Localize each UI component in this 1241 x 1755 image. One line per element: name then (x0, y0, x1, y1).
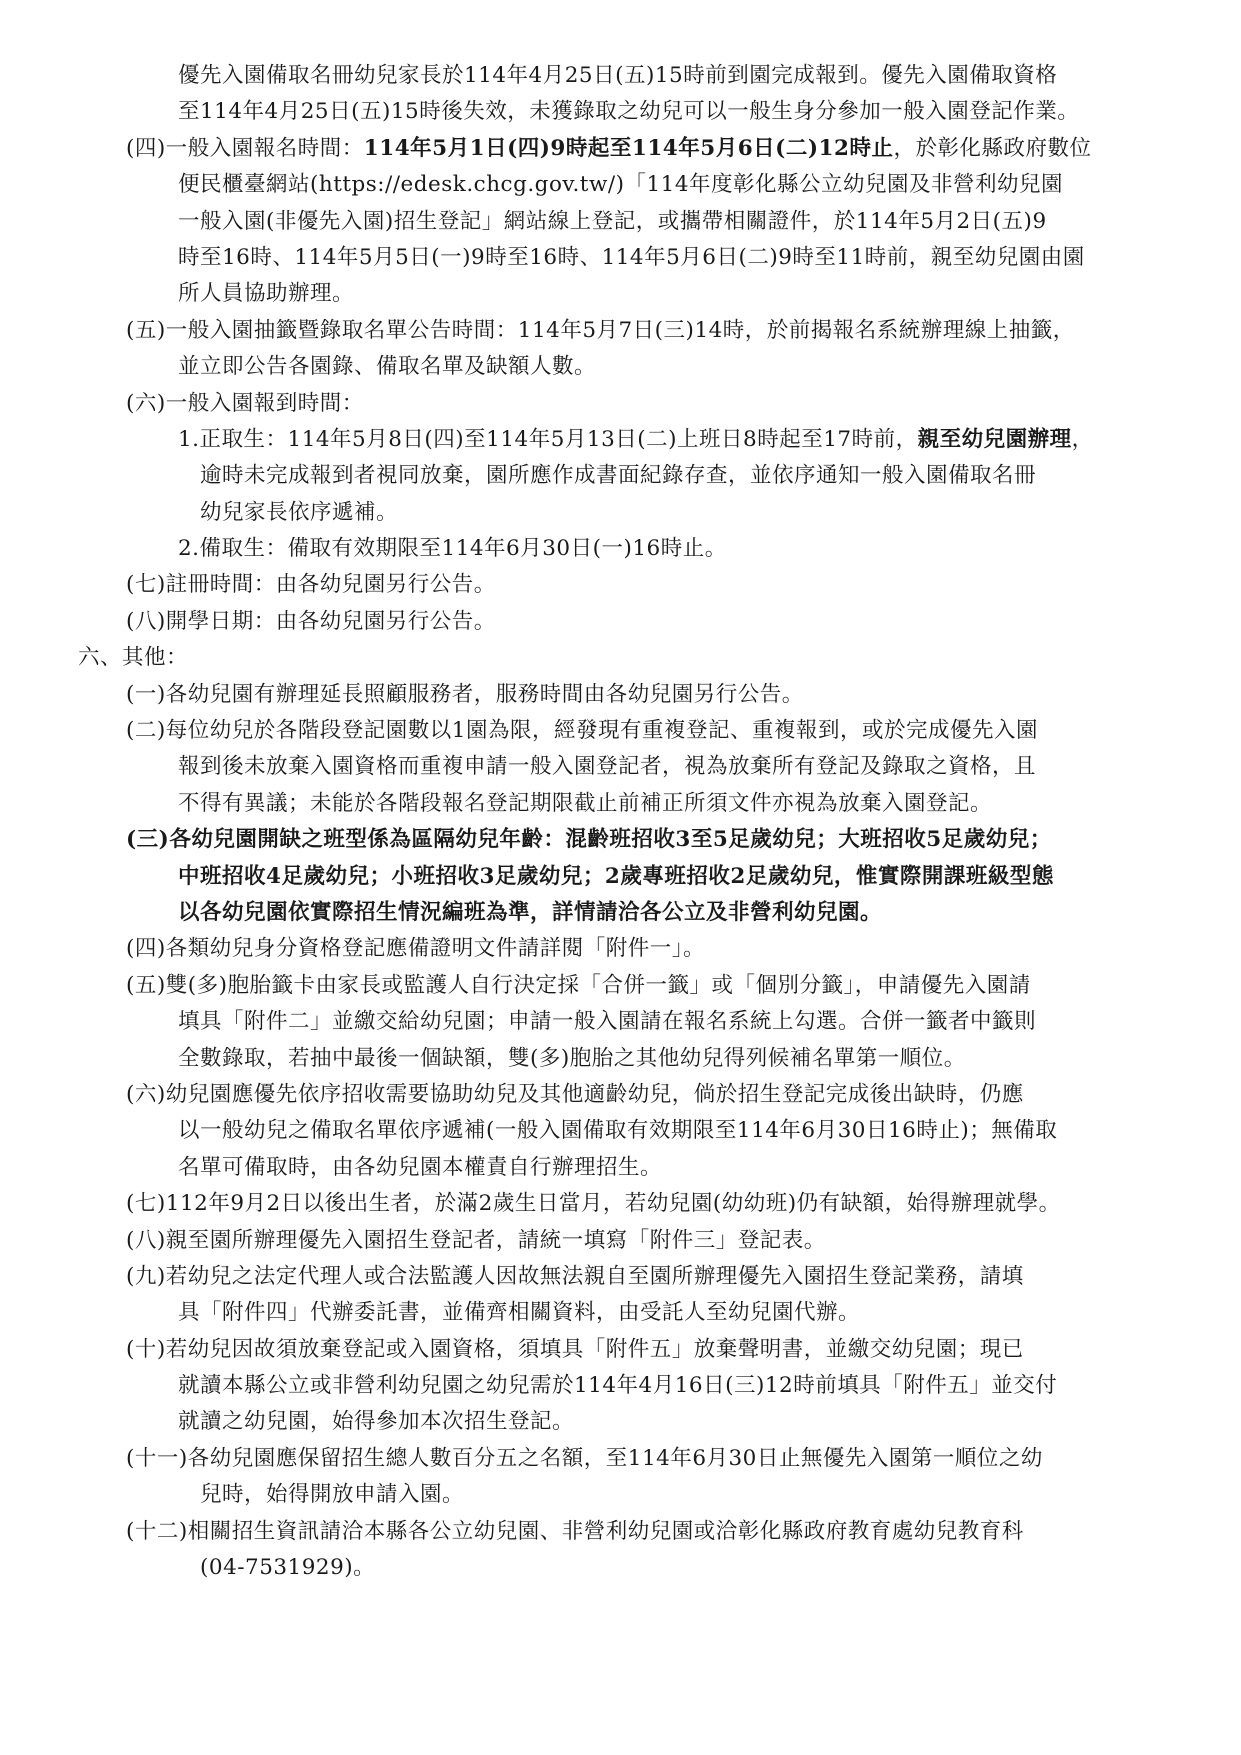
text-line (0, 640, 1241, 676)
text-line (0, 1041, 1241, 1077)
text-line (0, 1550, 1241, 1586)
text-span: 就讀本縣公立或非營利幼兒園之幼兒需於114年4月16日(三)12時前填具「附件五」並交付 (178, 1373, 1058, 1399)
bold-text: (三) (126, 827, 170, 853)
text-span: (二)每位幼兒於各階段登記園數以1園為限，經發現有重複登記、重複報到，或於完成優先入園 (126, 718, 1038, 744)
text-line (0, 313, 1241, 349)
bold-text: 親至幼兒園辦理 (917, 426, 1072, 452)
text-span: (十二)相關招生資訊請洽本縣各公立幼兒園、非營利幼兒園或洽彰化縣政府教育處幼兒教育科 (126, 1518, 1024, 1544)
text-line (0, 422, 1241, 458)
bold-text: 各幼兒園開缺之班型係為區隔幼兒年齡：混齡班招收3至5足歲幼兒；大班招收5足歲幼兒； (169, 827, 1052, 853)
text-line (0, 1113, 1241, 1149)
text-span: 全數錄取，若抽中最後一個缺額，雙(多)胞胎之其他幼兒得列候補名單第一順位。 (178, 1045, 966, 1071)
text-line (0, 495, 1241, 531)
bold-text: 114年5月1日(四)9時起至114年5月6日(二)12時止 (363, 135, 894, 161)
text-line (0, 458, 1241, 494)
text-line (0, 1441, 1241, 1477)
text-span: (七)112年9月2日以後出生者，於滿2歲生日當月，若幼兒園(幼幼班)仍有缺額，始得辦理就學。 (126, 1191, 1061, 1217)
text-line (0, 94, 1241, 130)
text-line (0, 531, 1241, 567)
text-line (0, 931, 1241, 967)
text-line (0, 1223, 1241, 1259)
text-line (0, 240, 1241, 276)
text-line (0, 1477, 1241, 1513)
document-page (0, 58, 1241, 1586)
text-line (0, 749, 1241, 785)
text-line (0, 58, 1241, 94)
text-span: (五)一般入園抽籤暨錄取名單公告時間：114年5月7日(三)14時，於前揭報名系統辦理線上抽籤， (126, 317, 1075, 343)
text-line (0, 167, 1241, 203)
text-line (0, 204, 1241, 240)
text-span: (十)若幼兒因故須放棄登記或入園資格，須填具「附件五」放棄聲明書，並繳交幼兒園；現已 (126, 1336, 1024, 1362)
text-line (0, 604, 1241, 640)
text-span: 以一般幼兒之備取名單依序遞補(一般入園備取有效期限至114年6月30日16時止)；無備取 (178, 1118, 1058, 1144)
text-line (0, 859, 1241, 895)
text-span: ， (1071, 426, 1094, 452)
text-line (0, 131, 1241, 167)
text-line (0, 1404, 1241, 1440)
text-span: (五)雙(多)胞胎籤卡由家長或監護人自行決定採「合併一籤」或「個別分籤」，申請優先入園請 (126, 972, 1031, 998)
text-span: 逾時未完成報到者視同放棄，園所應作成書面紀錄存查，並依序通知一般入園備取名冊 (200, 463, 1037, 489)
text-span: (八)開學日期：由各幼兒園另行公告。 (126, 608, 496, 634)
text-line (0, 1368, 1241, 1404)
text-line (0, 968, 1241, 1004)
text-span: (八)親至園所辦理優先入園招生登記者，請統一填寫「附件三」登記表。 (126, 1227, 826, 1253)
text-line (0, 1332, 1241, 1368)
text-line (0, 1259, 1241, 1295)
text-span: 報到後未放棄入園資格而重複申請一般入園登記者，視為放棄所有登記及錄取之資格，且 (178, 754, 1037, 780)
text-line (0, 895, 1241, 931)
text-line (0, 276, 1241, 312)
text-span: 2.備取生：備取有效期限至114年6月30日(一)16時止。 (178, 536, 727, 562)
text-span: 優先入園備取名冊幼兒家長於114年4月25日(五)15時前到園完成報到。優先入園備取資格 (178, 63, 1058, 88)
text-line (0, 1077, 1241, 1113)
text-line (0, 1514, 1241, 1550)
text-span: (九)若幼兒之法定代理人或合法監護人因故無法親自至園所辦理優先入園招生登記業務，請填 (126, 1263, 1024, 1289)
text-span: (六)幼兒園應優先依序招收需要協助幼兒及其他適齡幼兒，倘於招生登記完成後出缺時，仍應 (126, 1081, 1024, 1107)
text-span: (六)一般入園報到時間： (126, 390, 364, 416)
text-span: 就讀之幼兒園，始得參加本次招生登記。 (178, 1409, 575, 1435)
text-span: 所人員協助辦理。 (178, 281, 355, 307)
text-line (0, 786, 1241, 822)
text-span: (四)一般入園報名時間： (126, 135, 364, 161)
text-line (0, 349, 1241, 385)
text-span: (四)各類幼兒身分資格登記應備證明文件請詳閱「附件一」。 (126, 936, 706, 962)
text-span: 不得有異議；未能於各階段報名登記期限截止前補正所須文件亦視為放棄入園登記。 (178, 790, 993, 816)
text-span: 1.正取生：114年5月8日(四)至114年5月13日(二)上班日8時起至17時前， (178, 426, 918, 452)
text-line (0, 822, 1241, 858)
text-line (0, 1150, 1241, 1186)
text-line (0, 713, 1241, 749)
text-span: 幼兒家長依序遞補。 (200, 499, 399, 525)
text-span: (七)註冊時間：由各幼兒園另行公告。 (126, 572, 496, 598)
text-span: 填具「附件二」並繳交給幼兒園；申請一般入園請在報名系統上勾選。合併一籤者中籤則 (178, 1009, 1037, 1035)
text-span: 名單可備取時，由各幼兒園本權責自行辦理招生。 (178, 1154, 663, 1180)
text-span: 具「附件四」代辦委託書，並備齊相關資料，由受託人至幼兒園代辦。 (178, 1300, 861, 1326)
text-line (0, 567, 1241, 603)
text-span: ，於彰化縣政府數位 (893, 135, 1092, 161)
text-span: 時至16時、114年5月5日(一)9時至16時、114年5月6日(二)9時至11時前，親至幼兒園由園 (178, 244, 1085, 270)
text-span: 並立即公告各園錄、備取名單及缺額人數。 (178, 354, 597, 380)
text-line (0, 386, 1241, 422)
text-span: 六、其他： (78, 645, 189, 671)
text-span: 至114年4月25日(五)15時後失效，未獲錄取之幼兒可以一般生身分參加一般入園登記作業。 (178, 99, 1080, 125)
text-span: 一般入園(非優先入園)招生登記」網站線上登記，或攜帶相關證件，於114年5月2日(五)9 (178, 208, 1047, 234)
text-span: (十一)各幼兒園應保留招生總人數百分五之名額，至114年6月30日止無優先入園第一順位之幼 (126, 1445, 1043, 1471)
text-span: (04-7531929)。 (200, 1555, 376, 1581)
text-line (0, 1295, 1241, 1331)
bold-text: 以各幼兒園依實際招生情況編班為準，詳情請洽各公立及非營利幼兒園。 (178, 899, 883, 925)
text-span: 兒時，始得開放申請入園。 (200, 1482, 465, 1508)
text-line (0, 677, 1241, 713)
text-span: 便民櫃臺網站(https://edesk.chcg.gov.tw/)「114年度彰化縣公立幼兒園及非營利幼兒園 (178, 172, 1064, 198)
text-line (0, 1186, 1241, 1222)
text-line (0, 1004, 1241, 1040)
text-span: (一)各幼兒園有辦理延長照顧服務者，服務時間由各幼兒園另行公告。 (126, 681, 804, 707)
bold-text: 中班招收4足歲幼兒；小班招收3足歲幼兒；2歲專班招收2足歲幼兒，惟實際開課班級型態 (178, 863, 1054, 889)
